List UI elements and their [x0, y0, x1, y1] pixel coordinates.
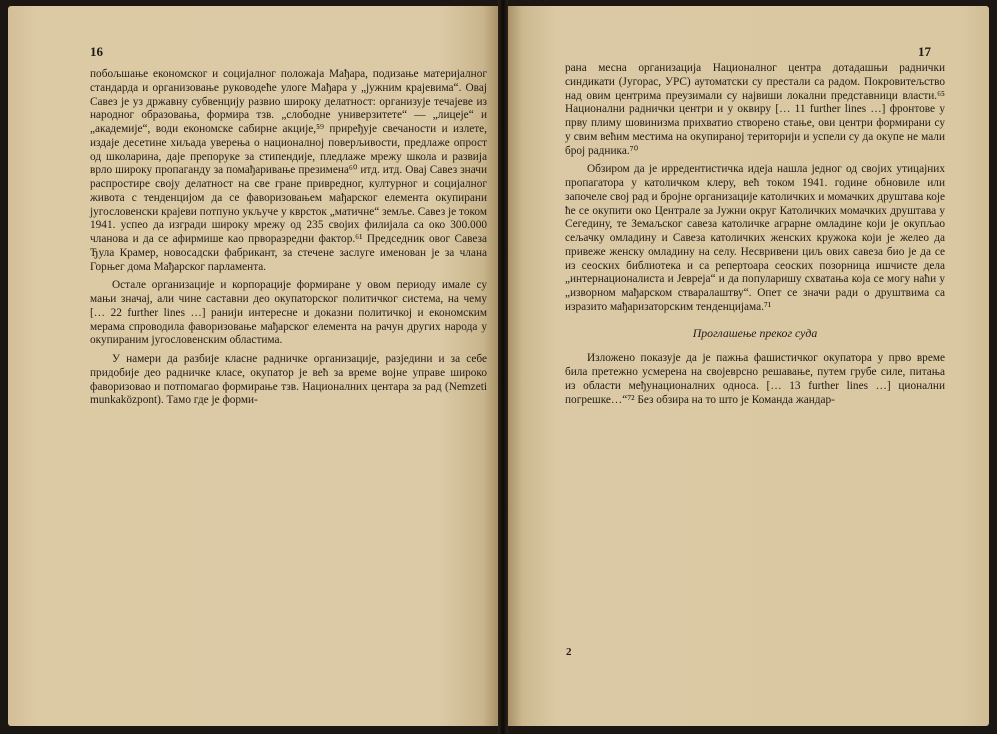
section-title: Проглашење преког суда [692, 325, 818, 340]
page-number: 16 [90, 44, 103, 59]
left-page [8, 6, 498, 726]
paragraph: Остале организације и корпорације формиране у овом периоду имале су мањи значај, али чине саставни део окупаторског политичког система, на чему [… 22 further lines …] ранији интересне и доказни политичкој и економским мерама спроводила фаворизовање мађарског елемента на рачун других народа у окупираним југословенским областима. [90, 279, 487, 347]
signature-mark: 2 [566, 646, 572, 658]
page-number: 17 [918, 44, 931, 59]
page-body [565, 62, 945, 407]
paragraph: Обзиром да је ирредентистичка идеја нашла једног од својих утицајних пропагатора у католичком клеру, већ током 1941. године обновиле или започеле свој рад и бројне организације католичких и момачких друштава које ће се окупити око Централе за Јужни округ Католичких момачких друштава у Сегедину, те Земаљског савеза католичке аграрне омладине који је окупљао сељачку омладину и Савеза католичких женских кружока који је желео да привеже женску омладину на селу. Несвривени циљ ових савеза био је да се из сеоских библиотека и са репертоара сеоских позорница ишчисте дела „интернационалиста и Јевреја“ и да популаришу схватања која се могу наћи у „изворном мађарском стваралаштву“. Опет се значи ради о друштвима са изразито мађаризаторским тенденцијама.⁷¹ [565, 163, 945, 313]
book-gutter [498, 0, 508, 734]
paragraph: Изложено показује да је пажња фашистичког окупатора у прво време била претежно усмерена на својеврсно решавање, путем грубе силе, питања из области међунационалних односа. [… 13 further lines …] ционални погрешке…“⁷² Без обзира на то што је Команда жандар- [565, 352, 945, 406]
paragraph: рана месна организација Националног центра дотадашњи раднички синдикати (Југорас, УРС) аутоматски су престали са радом. Покровитељство над овим центрима преузимали су највиши локални представници власти.⁶⁵ Национални раднички центри и у оквиру [… 11 further lines …] фронтове у прву плиму шовинизма прихватио створено стање, ови центри формирани су у свим већим местима на окупираној територији и успели су да окупе не мали број радника.⁷⁰ [565, 62, 945, 157]
page-body [90, 68, 487, 408]
paragraph: побољшање економског и социјалног положаја Мађара, подизање материјалног стандарда и организовање руководеће улоге Мађара у „јужним крајевима“. Овај Савез је уз државну субвенцију развио широку делатност: организује течајеве из народног образовања, формира тзв. „слободне универзитете“ — „лицеје“ и „академије“, води економске сабирне акције,⁵⁹ приређује свечаности и излете, издаје десетине хиљада уверења о националној поверљивости, предлаже опрост од школарина, даје препоруке за стипендије, пледлаже мрежу школа и развија врло широку пропаганду за помађаривање презимена⁶⁰ итд. итд. Овај Савез значи распростире своју делатност на све гране привредног, културног и социјалног живота с тенденцијом да се фаворизовањем мађарског елемента окупирани југословенски крајеви потпуно укључе у кврсток „матичне“ земље. Савез је током 1941. успео да изгради широку мрежу од 235 својих филијала са око 300.000 чланова и да се афирмише као прворазредни фактор.⁶¹ Председник овог Савеза Ђула Крамер, новосадски фабрикант, за стечене заслуге именован је за члана Горњег дома Мађарског парламента. [90, 68, 487, 273]
paragraph: У намери да разбије класне радничке организације, разједини и за себе придобије део радничке класе, окупатор је већ за време војне управе широко фаворизовао и потпомагао формирање тзв. Националних центара за рад (Nemzeti munkaközpont). Тамо где је форми- [90, 353, 487, 407]
right-page [508, 6, 989, 726]
